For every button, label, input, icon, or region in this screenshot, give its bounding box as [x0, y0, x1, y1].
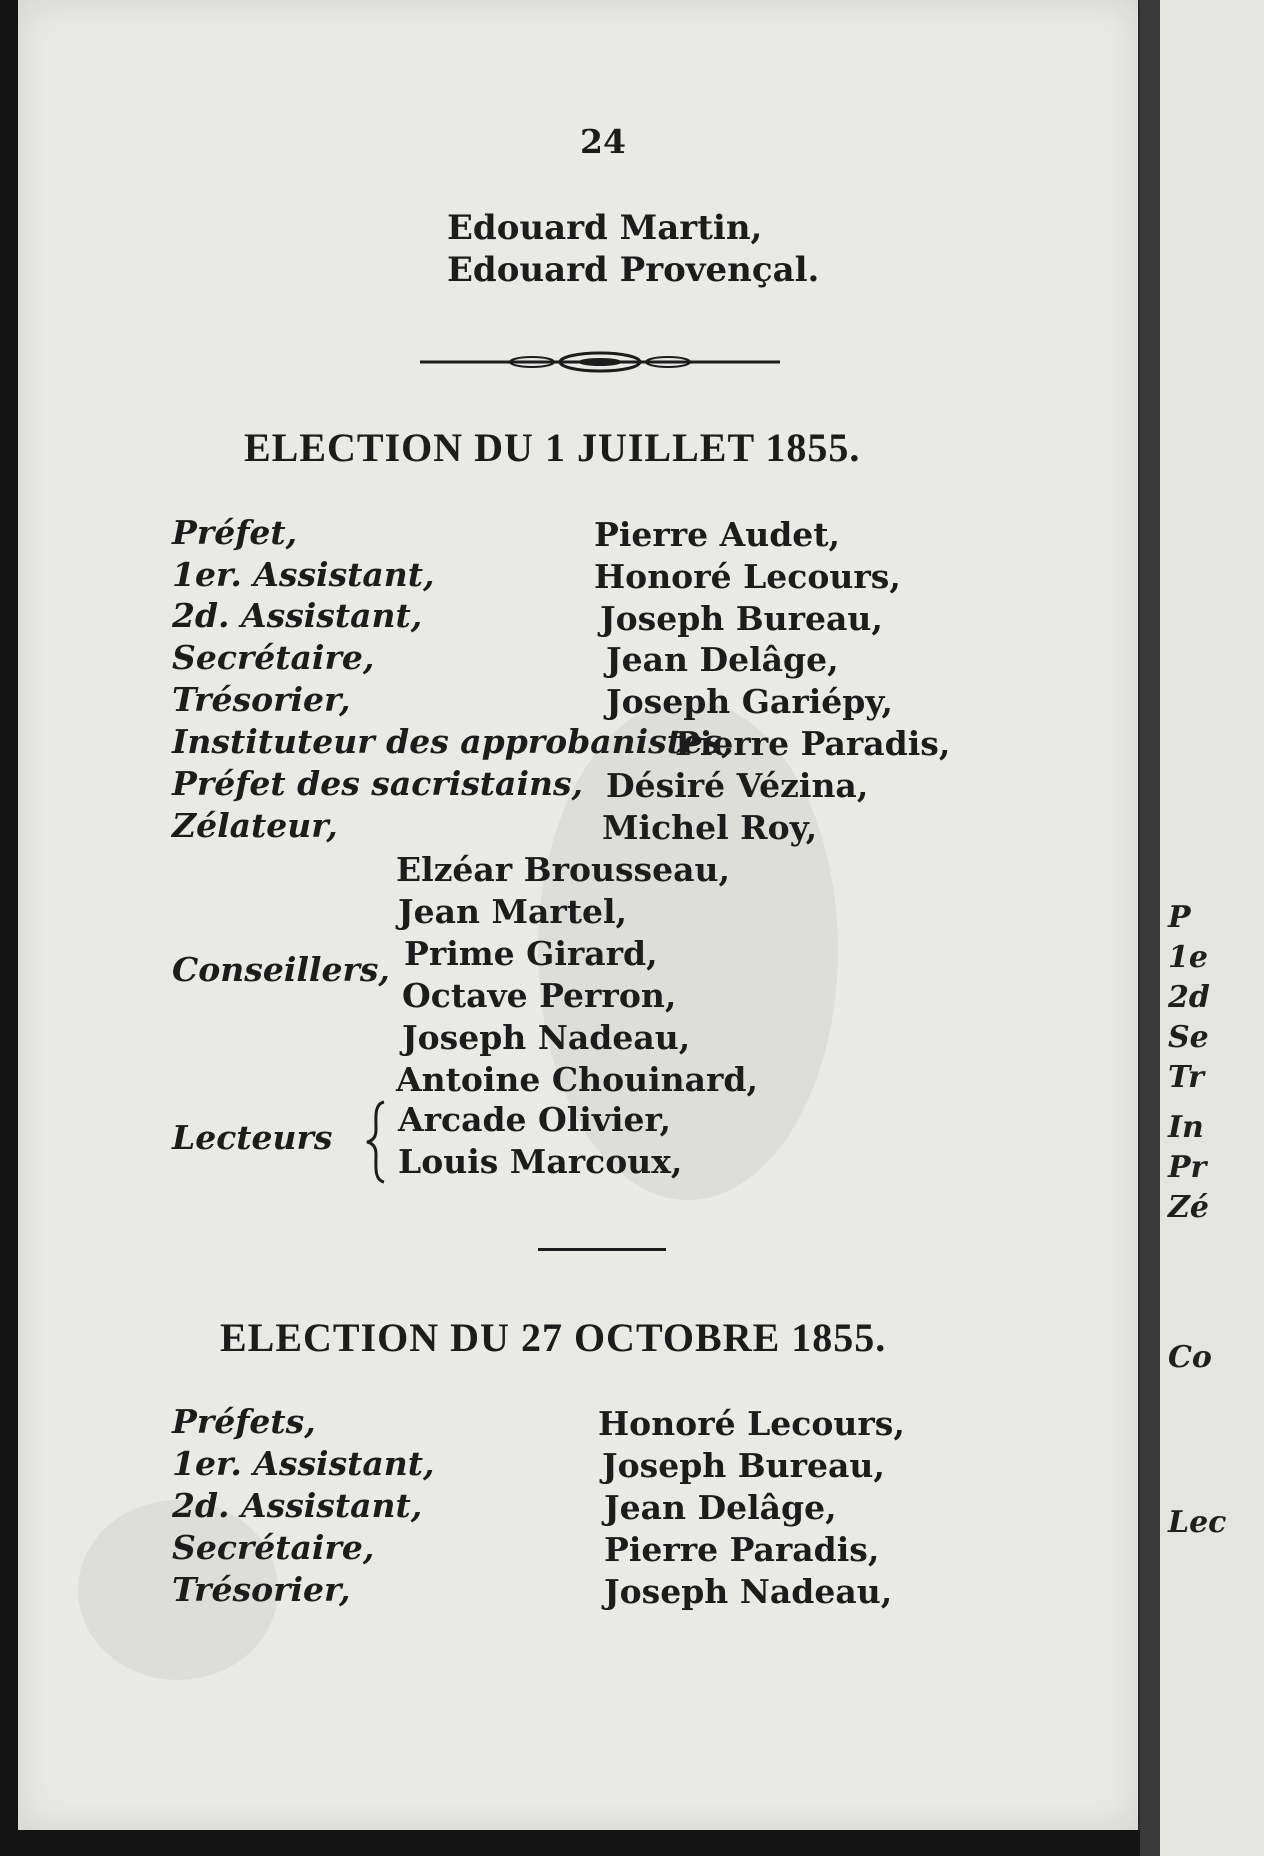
- member-name: Honoré Lecours,: [594, 557, 901, 596]
- ornament-divider: [420, 346, 780, 378]
- fragment-text: In: [1168, 1110, 1204, 1145]
- curly-brace: [364, 1100, 388, 1184]
- fragment-text: Co: [1168, 1340, 1212, 1375]
- role-label: 1er. Assistant,: [172, 1444, 435, 1483]
- member-name: Honoré Lecours,: [598, 1404, 905, 1443]
- page-gutter: [1140, 0, 1160, 1856]
- member-name: Pierre Paradis,: [675, 724, 951, 763]
- role-label: 2d. Assistant,: [172, 1486, 423, 1525]
- role-label: Secrétaire,: [172, 1528, 375, 1567]
- member-name: Pierre Paradis,: [604, 1530, 880, 1569]
- member-name: Jean Delâge,: [606, 640, 839, 679]
- fragment-text: Lec: [1168, 1505, 1227, 1540]
- adjacent-page-fragment: [1160, 0, 1264, 1856]
- name-line: Edouard Martin,: [447, 208, 763, 248]
- page-number: 24: [580, 122, 626, 161]
- member-name: Michel Roy,: [602, 808, 818, 847]
- section-rule: [538, 1248, 666, 1251]
- member-name: Louis Marcoux,: [398, 1142, 683, 1181]
- member-name: Arcade Olivier,: [398, 1100, 672, 1139]
- fragment-text: Pr: [1168, 1150, 1207, 1185]
- role-label: Préfets,: [172, 1402, 316, 1441]
- role-label: Lecteurs: [172, 1118, 333, 1157]
- role-label: Zélateur,: [172, 806, 338, 845]
- role-label: Instituteur des approbanistes,: [172, 722, 734, 761]
- member-name: Jean Martel,: [398, 892, 628, 931]
- role-label: Conseillers,: [172, 950, 390, 989]
- fragment-text: Zé: [1168, 1190, 1209, 1225]
- member-name: Elzéar Brousseau,: [396, 850, 730, 889]
- fragment-text: 2d: [1168, 980, 1210, 1015]
- role-label: Préfet,: [172, 513, 298, 552]
- member-name: Joseph Nadeau,: [604, 1572, 893, 1611]
- role-label: Secrétaire,: [172, 638, 375, 677]
- member-name: Joseph Bureau,: [602, 1446, 885, 1485]
- fragment-text: Se: [1168, 1020, 1209, 1055]
- member-name: Jean Delâge,: [604, 1488, 837, 1527]
- member-name: Antoine Chouinard,: [396, 1060, 758, 1099]
- role-label: Trésorier,: [172, 1570, 351, 1609]
- role-label: 1er. Assistant,: [172, 555, 435, 594]
- member-name: Prime Girard,: [404, 934, 658, 973]
- member-name: Désiré Vézina,: [606, 766, 869, 805]
- name-line: Edouard Provençal.: [447, 250, 820, 290]
- member-name: Pierre Audet,: [594, 515, 841, 554]
- member-name: Joseph Bureau,: [600, 599, 883, 638]
- fragment-text: 1e: [1168, 940, 1208, 975]
- section-heading: ELECTION DU 27 OCTOBRE 1855.: [220, 1315, 887, 1360]
- member-name: Joseph Nadeau,: [402, 1018, 691, 1057]
- role-label: Préfet des sacristains,: [172, 764, 584, 803]
- fragment-text: P: [1168, 900, 1191, 935]
- section-heading: ELECTION DU 1 JUILLET 1855.: [244, 425, 861, 470]
- fragment-text: Tr: [1168, 1060, 1204, 1095]
- member-name: Octave Perron,: [402, 976, 677, 1015]
- role-label: 2d. Assistant,: [172, 596, 423, 635]
- member-name: Joseph Gariépy,: [606, 682, 893, 721]
- role-label: Trésorier,: [172, 680, 351, 719]
